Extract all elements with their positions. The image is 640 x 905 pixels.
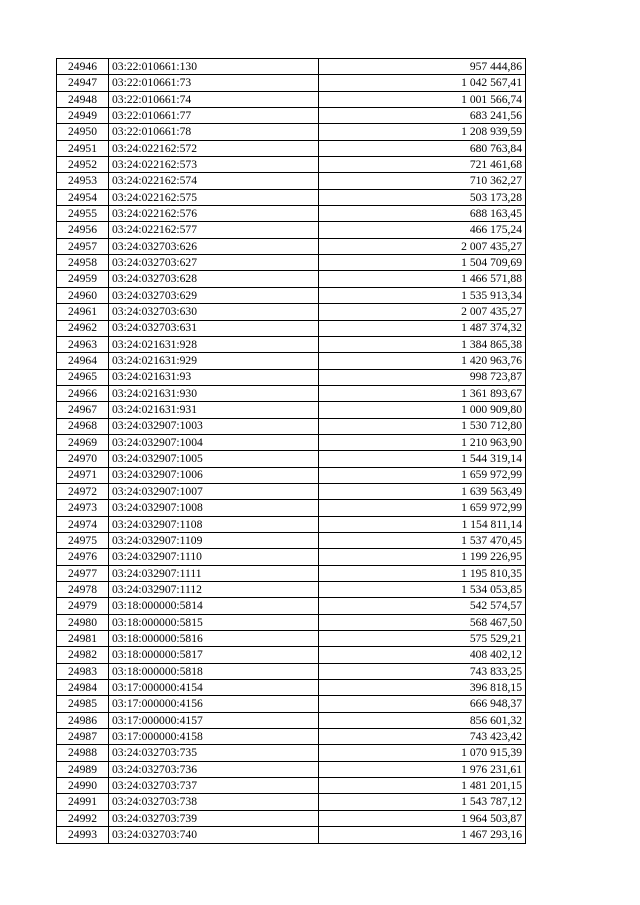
cadastral-number-cell: 03:18:000000:5818 <box>109 663 319 679</box>
cadastral-value-cell: 466 175,24 <box>319 222 526 238</box>
row-number-cell: 24952 <box>57 157 109 173</box>
table-row <box>57 287 526 303</box>
table-row <box>57 402 526 418</box>
table-row <box>57 108 526 124</box>
table-row <box>57 794 526 810</box>
cadastral-value-cell: 1 481 201,15 <box>319 778 526 794</box>
cadastral-number-cell: 03:18:000000:5816 <box>109 631 319 647</box>
cadastral-value-cell: 721 461,68 <box>319 157 526 173</box>
table-row <box>57 729 526 745</box>
cadastral-value-cell: 743 833,25 <box>319 663 526 679</box>
table-row <box>57 385 526 401</box>
cadastral-value-cell: 1 467 293,16 <box>319 827 526 843</box>
row-number-cell: 24970 <box>57 451 109 467</box>
cadastral-value-cell: 1 384 865,38 <box>319 336 526 352</box>
table-row <box>57 810 526 826</box>
table-row <box>57 91 526 107</box>
cadastral-number-cell: 03:24:021631:929 <box>109 353 319 369</box>
cadastral-value-cell: 2 007 435,27 <box>319 304 526 320</box>
table-row <box>57 631 526 647</box>
table-row <box>57 647 526 663</box>
cadastral-value-cell: 1 487 374,32 <box>319 320 526 336</box>
cadastral-value-cell: 1 535 913,34 <box>319 287 526 303</box>
table-row <box>57 549 526 565</box>
cadastral-number-cell: 03:24:022162:577 <box>109 222 319 238</box>
cadastral-value-cell: 1 210 963,90 <box>319 434 526 450</box>
table-row <box>57 761 526 777</box>
table-row <box>57 516 526 532</box>
cadastral-value-cell: 743 423,42 <box>319 729 526 745</box>
table-row <box>57 434 526 450</box>
cadastral-value-cell: 1 199 226,95 <box>319 549 526 565</box>
table-row <box>57 369 526 385</box>
table-row <box>57 778 526 794</box>
cadastral-value-cell: 1 154 811,14 <box>319 516 526 532</box>
cadastral-number-cell: 03:18:000000:5815 <box>109 614 319 630</box>
table-row <box>57 157 526 173</box>
table-row <box>57 140 526 156</box>
cadastral-value-cell: 1 420 963,76 <box>319 353 526 369</box>
cadastral-number-cell: 03:17:000000:4156 <box>109 696 319 712</box>
row-number-cell: 24955 <box>57 206 109 222</box>
cadastral-number-cell: 03:22:010661:73 <box>109 75 319 91</box>
row-number-cell: 24964 <box>57 353 109 369</box>
cadastral-value-cell: 503 173,28 <box>319 189 526 205</box>
table-row <box>57 206 526 222</box>
cadastral-number-cell: 03:24:032907:1109 <box>109 532 319 548</box>
cadastral-number-cell: 03:22:010661:78 <box>109 124 319 140</box>
cadastral-number-cell: 03:24:032907:1003 <box>109 418 319 434</box>
table-row <box>57 745 526 761</box>
cadastral-value-cell: 1 208 939,59 <box>319 124 526 140</box>
row-number-cell: 24969 <box>57 434 109 450</box>
row-number-cell: 24971 <box>57 467 109 483</box>
table-row <box>57 255 526 271</box>
row-number-cell: 24953 <box>57 173 109 189</box>
row-number-cell: 24974 <box>57 516 109 532</box>
cadastral-number-cell: 03:24:021631:930 <box>109 385 319 401</box>
cadastral-number-cell: 03:24:032703:630 <box>109 304 319 320</box>
cadastral-value-cell: 1 659 972,99 <box>319 467 526 483</box>
row-number-cell: 24990 <box>57 778 109 794</box>
cadastral-value-cell: 1 659 972,99 <box>319 500 526 516</box>
cadastral-number-cell: 03:22:010661:74 <box>109 91 319 107</box>
row-number-cell: 24984 <box>57 680 109 696</box>
cadastral-value-cell: 1 000 909,80 <box>319 402 526 418</box>
table-row <box>57 614 526 630</box>
cadastral-number-cell: 03:24:032907:1108 <box>109 516 319 532</box>
table-row <box>57 418 526 434</box>
cadastral-number-cell: 03:24:032907:1008 <box>109 500 319 516</box>
row-number-cell: 24947 <box>57 75 109 91</box>
cadastral-value-cell: 683 241,56 <box>319 108 526 124</box>
cadastral-number-cell: 03:24:022162:572 <box>109 140 319 156</box>
table-row <box>57 173 526 189</box>
table-row <box>57 582 526 598</box>
cadastral-value-cell: 1 195 810,35 <box>319 565 526 581</box>
cadastral-value-cell: 856 601,32 <box>319 712 526 728</box>
cadastral-number-cell: 03:24:032703:629 <box>109 287 319 303</box>
table-row <box>57 500 526 516</box>
cadastral-value-cell: 1 534 053,85 <box>319 582 526 598</box>
row-number-cell: 24975 <box>57 532 109 548</box>
cadastral-value-cell: 575 529,21 <box>319 631 526 647</box>
cadastral-number-cell: 03:24:022162:574 <box>109 173 319 189</box>
cadastral-value-cell: 1 530 712,80 <box>319 418 526 434</box>
row-number-cell: 24978 <box>57 582 109 598</box>
cadastral-number-cell: 03:24:032703:628 <box>109 271 319 287</box>
cadastral-number-cell: 03:24:032703:739 <box>109 810 319 826</box>
cadastral-value-cell: 1 001 566,74 <box>319 91 526 107</box>
cadastral-number-cell: 03:22:010661:130 <box>109 59 319 75</box>
cadastral-number-cell: 03:24:022162:575 <box>109 189 319 205</box>
table-row <box>57 827 526 843</box>
cadastral-value-cell: 680 763,84 <box>319 140 526 156</box>
table-row <box>57 565 526 581</box>
cadastral-value-cell: 1 537 470,45 <box>319 532 526 548</box>
table-row <box>57 353 526 369</box>
table-row <box>57 598 526 614</box>
cadastral-number-cell: 03:24:032703:627 <box>109 255 319 271</box>
cadastral-number-cell: 03:24:032703:737 <box>109 778 319 794</box>
cadastral-number-cell: 03:24:021631:93 <box>109 369 319 385</box>
row-number-cell: 24983 <box>57 663 109 679</box>
cadastral-value-cell: 2 007 435,27 <box>319 238 526 254</box>
row-number-cell: 24961 <box>57 304 109 320</box>
cadastral-value-cell: 688 163,45 <box>319 206 526 222</box>
table-body <box>57 59 526 844</box>
cadastral-value-cell: 1 504 709,69 <box>319 255 526 271</box>
row-number-cell: 24958 <box>57 255 109 271</box>
cadastral-number-cell: 03:18:000000:5814 <box>109 598 319 614</box>
table-row <box>57 238 526 254</box>
table-row <box>57 222 526 238</box>
cadastral-value-cell: 1 070 915,39 <box>319 745 526 761</box>
row-number-cell: 24979 <box>57 598 109 614</box>
row-number-cell: 24982 <box>57 647 109 663</box>
table-row <box>57 75 526 91</box>
table-row <box>57 680 526 696</box>
row-number-cell: 24987 <box>57 729 109 745</box>
cadastral-number-cell: 03:24:032907:1112 <box>109 582 319 598</box>
cadastral-number-cell: 03:24:032703:736 <box>109 761 319 777</box>
row-number-cell: 24985 <box>57 696 109 712</box>
row-number-cell: 24963 <box>57 336 109 352</box>
row-number-cell: 24967 <box>57 402 109 418</box>
cadastral-value-cell: 710 362,27 <box>319 173 526 189</box>
row-number-cell: 24948 <box>57 91 109 107</box>
table-row <box>57 712 526 728</box>
cadastral-number-cell: 03:24:032907:1110 <box>109 549 319 565</box>
row-number-cell: 24946 <box>57 59 109 75</box>
cadastral-value-cell: 542 574,57 <box>319 598 526 614</box>
row-number-cell: 24988 <box>57 745 109 761</box>
cadastral-number-cell: 03:17:000000:4157 <box>109 712 319 728</box>
row-number-cell: 24977 <box>57 565 109 581</box>
cadastral-value-cell: 998 723,87 <box>319 369 526 385</box>
row-number-cell: 24951 <box>57 140 109 156</box>
row-number-cell: 24949 <box>57 108 109 124</box>
cadastral-number-cell: 03:17:000000:4158 <box>109 729 319 745</box>
row-number-cell: 24950 <box>57 124 109 140</box>
cadastral-number-cell: 03:24:032907:1005 <box>109 451 319 467</box>
cadastral-number-cell: 03:24:032703:631 <box>109 320 319 336</box>
cadastral-number-cell: 03:17:000000:4154 <box>109 680 319 696</box>
row-number-cell: 24976 <box>57 549 109 565</box>
cadastral-number-cell: 03:22:010661:77 <box>109 108 319 124</box>
cadastral-value-cell: 568 467,50 <box>319 614 526 630</box>
cadastral-number-cell: 03:18:000000:5817 <box>109 647 319 663</box>
cadastral-value-table <box>56 58 526 844</box>
row-number-cell: 24962 <box>57 320 109 336</box>
table-row <box>57 451 526 467</box>
cadastral-number-cell: 03:24:032907:1111 <box>109 565 319 581</box>
row-number-cell: 24966 <box>57 385 109 401</box>
row-number-cell: 24992 <box>57 810 109 826</box>
table-row <box>57 271 526 287</box>
row-number-cell: 24965 <box>57 369 109 385</box>
cadastral-value-cell: 396 818,15 <box>319 680 526 696</box>
table-row <box>57 189 526 205</box>
table-row <box>57 483 526 499</box>
row-number-cell: 24989 <box>57 761 109 777</box>
row-number-cell: 24973 <box>57 500 109 516</box>
table-row <box>57 304 526 320</box>
cadastral-number-cell: 03:24:032907:1004 <box>109 434 319 450</box>
cadastral-number-cell: 03:24:032703:738 <box>109 794 319 810</box>
cadastral-number-cell: 03:24:021631:928 <box>109 336 319 352</box>
table-row <box>57 336 526 352</box>
table-row <box>57 532 526 548</box>
cadastral-value-cell: 1 544 319,14 <box>319 451 526 467</box>
cadastral-number-cell: 03:24:032907:1006 <box>109 467 319 483</box>
cadastral-value-cell: 666 948,37 <box>319 696 526 712</box>
row-number-cell: 24957 <box>57 238 109 254</box>
row-number-cell: 24959 <box>57 271 109 287</box>
table-row <box>57 467 526 483</box>
row-number-cell: 24972 <box>57 483 109 499</box>
cadastral-value-cell: 1 361 893,67 <box>319 385 526 401</box>
cadastral-number-cell: 03:24:032703:735 <box>109 745 319 761</box>
table-row <box>57 59 526 75</box>
row-number-cell: 24986 <box>57 712 109 728</box>
cadastral-number-cell: 03:24:032907:1007 <box>109 483 319 499</box>
row-number-cell: 24954 <box>57 189 109 205</box>
row-number-cell: 24993 <box>57 827 109 843</box>
cadastral-value-cell: 957 444,86 <box>319 59 526 75</box>
row-number-cell: 24956 <box>57 222 109 238</box>
cadastral-number-cell: 03:24:021631:931 <box>109 402 319 418</box>
cadastral-value-cell: 1 466 571,88 <box>319 271 526 287</box>
cadastral-number-cell: 03:24:022162:576 <box>109 206 319 222</box>
cadastral-number-cell: 03:24:032703:626 <box>109 238 319 254</box>
cadastral-value-cell: 1 976 231,61 <box>319 761 526 777</box>
table-row <box>57 696 526 712</box>
cadastral-number-cell: 03:24:022162:573 <box>109 157 319 173</box>
row-number-cell: 24960 <box>57 287 109 303</box>
row-number-cell: 24991 <box>57 794 109 810</box>
cadastral-number-cell: 03:24:032703:740 <box>109 827 319 843</box>
cadastral-value-cell: 1 042 567,41 <box>319 75 526 91</box>
row-number-cell: 24968 <box>57 418 109 434</box>
cadastral-value-cell: 1 964 503,87 <box>319 810 526 826</box>
cadastral-value-cell: 1 543 787,12 <box>319 794 526 810</box>
cadastral-value-cell: 408 402,12 <box>319 647 526 663</box>
table-row <box>57 320 526 336</box>
table-row <box>57 124 526 140</box>
row-number-cell: 24981 <box>57 631 109 647</box>
table-row <box>57 663 526 679</box>
cadastral-value-cell: 1 639 563,49 <box>319 483 526 499</box>
row-number-cell: 24980 <box>57 614 109 630</box>
